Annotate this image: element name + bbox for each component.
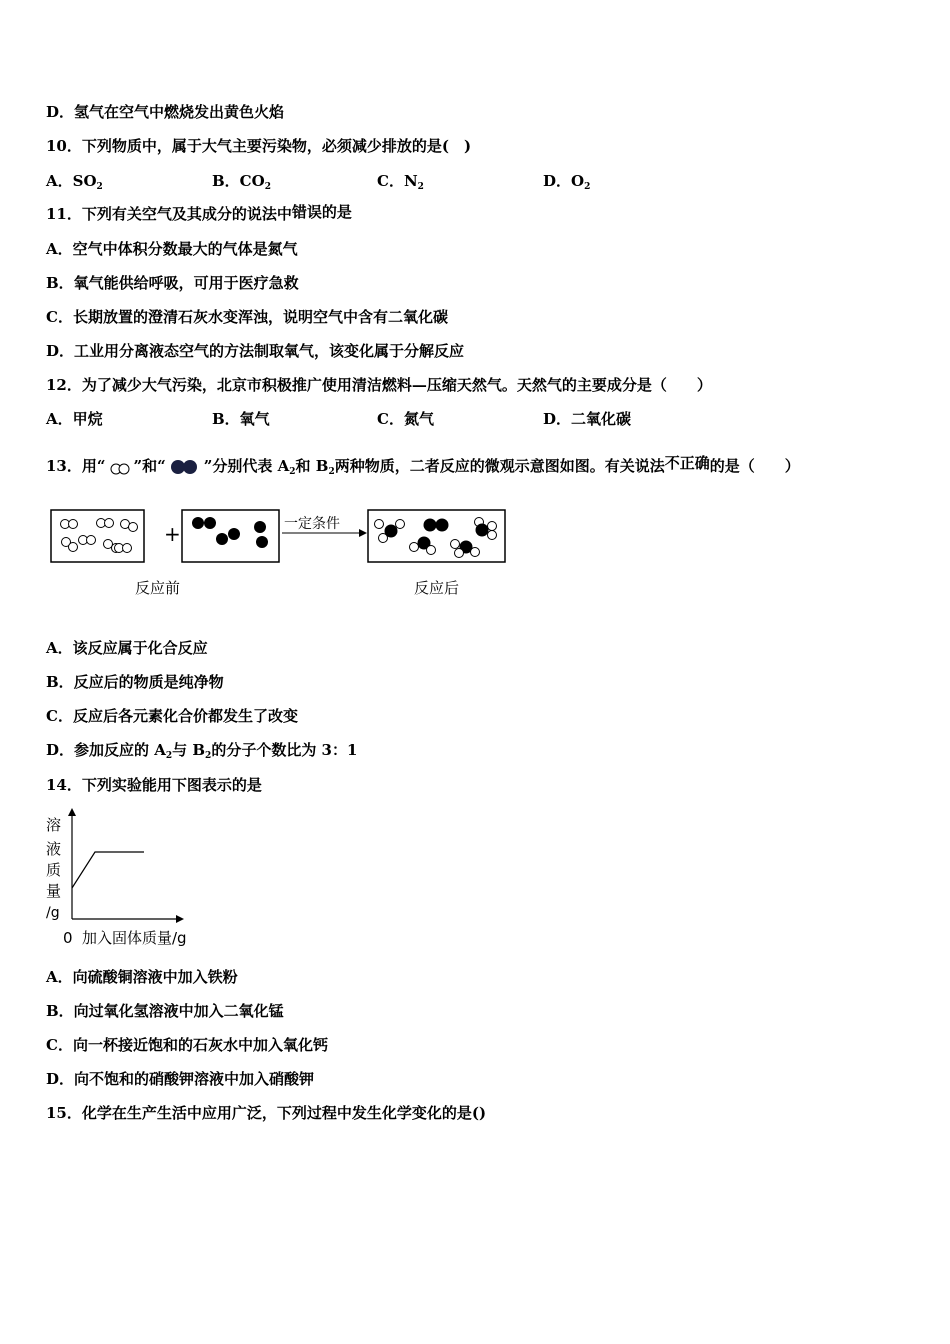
q12-option-c: C．氮气 [377, 410, 434, 428]
q14-option-c: C．向一杯接近饱和的石灰水中加入氧化钙 [46, 1036, 328, 1054]
q10-option-c: C．$N_2$ [377, 172, 424, 192]
q9-option-d: D．氢气在空气中燃烧发出黄色火焰 [46, 103, 285, 121]
q11-option-d: D．工业用分离液态空气的方法制取氧气，该变化属于分解反应 [46, 342, 465, 360]
q10-option-d: D．$O_2$ [543, 172, 591, 192]
solution-mass-graph [40, 806, 210, 956]
q13-option-d: D．参加反应的 $A_2$与 $B_2$的分子个数比为 3：1 [46, 741, 358, 761]
condition-label: 一定条件 [284, 516, 340, 532]
q14-option-a: A．向硫酸铜溶液中加入铁粉 [46, 968, 238, 986]
reaction-diagram [46, 500, 516, 610]
q10-stem: 10．下列物质中，属于大气主要污染物，必须减少排放的是( ) [46, 137, 472, 155]
q12-stem: 12．为了减少大气污染，北京市积极推广使用清洁燃料—压缩天然气。天然气的主要成分是（ ） [46, 376, 712, 394]
q12-option-a: A．甲烷 [46, 410, 103, 428]
q12-option-b: B．氧气 [212, 410, 270, 428]
x-axis-arrow [176, 915, 184, 923]
y-axis-label-4: 量 [46, 882, 62, 900]
q14-option-b: B．向过氧化氢溶液中加入二氧化锰 [46, 1002, 284, 1020]
q15-stem: 15．化学在生产生活中应用广泛，下列过程中发生化学变化的是() [46, 1104, 487, 1122]
arrow-head [359, 529, 367, 537]
q10-option-b: B．$CO_2$ [212, 172, 271, 192]
y-axis-label-2: 液 [46, 840, 62, 858]
q12-option-d: D．二氧化碳 [543, 410, 632, 428]
graph-origin: 0 [63, 929, 73, 947]
q14-stem: 14．下列实验能用下图表示的是 [46, 776, 262, 794]
q13-option-c: C．反应后各元素化合价都发生了改变 [46, 707, 298, 725]
a2-box [51, 510, 144, 562]
q13-stem: 13．用“ ”和“ ”分别代表 $A_2$和 $B_2$两种物质，二者反应的微观示意图如图。有关说法不正确的是（ ） [46, 454, 800, 477]
q11-option-c: C．长期放置的澄清石灰水变浑浊，说明空气中含有二氧化碳 [46, 308, 448, 326]
y-axis-label-1: 溶 [46, 816, 62, 834]
after-label: 反应后 [414, 579, 460, 597]
q11-stem: 11．下列有关空气及其成分的说法中错误的是 [46, 203, 352, 223]
q11-option-a: A．空气中体积分数最大的气体是氮气 [46, 240, 298, 258]
q14-option-d: D．向不饱和的硝酸钾溶液中加入硝酸钾 [46, 1070, 315, 1088]
graph-curve [72, 852, 144, 888]
y-axis-arrow [68, 808, 76, 816]
plus-sign: + [164, 522, 181, 546]
q11-option-b: B．氧气能供给呼吸，可用于医疗急救 [46, 274, 299, 292]
q13-option-a: A．该反应属于化合反应 [46, 639, 208, 657]
before-label: 反应前 [135, 579, 181, 597]
q13-option-b: B．反应后的物质是纯净物 [46, 673, 224, 691]
y-axis-label-5: /g [46, 905, 60, 921]
y-axis-label-3: 质 [46, 861, 62, 879]
q10-option-a: A．$SO_2$ [46, 172, 103, 192]
x-axis-label: 加入固体质量/g [82, 929, 187, 947]
